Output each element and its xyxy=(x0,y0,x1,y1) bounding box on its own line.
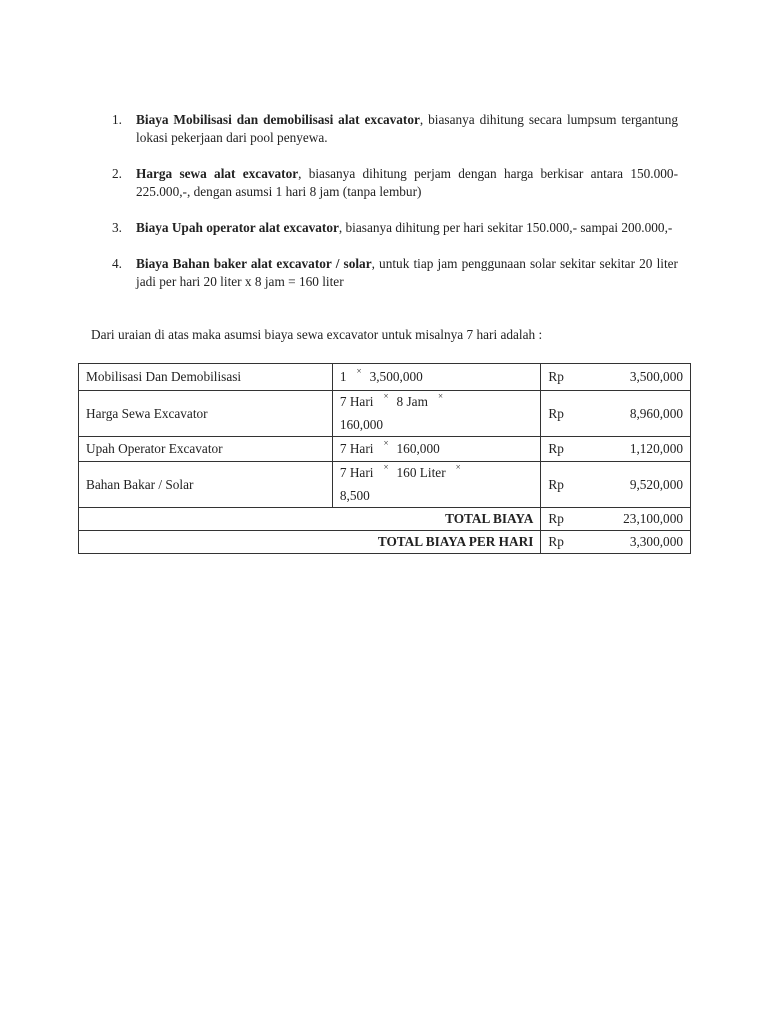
list-number: 2. xyxy=(112,166,122,181)
per-day-label: TOTAL BIAYA PER HARI xyxy=(79,531,541,554)
amount-value: 1,120,000 xyxy=(629,441,683,456)
list-item-heading: Biaya Mobilisasi dan demobilisasi alat excavator xyxy=(136,112,420,127)
item-cell: Mobilisasi Dan Demobilisasi xyxy=(79,364,333,391)
list-item-text: , untuk tiap jam penggunaan solar sekitar sekitar 20 liter jadi per hari 20 liter x 8 jam = 160 liter xyxy=(136,256,678,289)
list-item xyxy=(108,219,678,237)
intro-paragraph: Dari uraian di atas maka asumsi biaya sewa excavator untuk misalnya 7 hari adalah : xyxy=(91,327,543,342)
calc-factor: 8 Jam xyxy=(396,394,428,409)
amount-cell xyxy=(541,462,691,508)
item-cell: Harga Sewa Excavator xyxy=(79,391,333,437)
total-row xyxy=(79,508,691,531)
cost-component-list xyxy=(108,111,678,309)
amount-cell xyxy=(541,391,691,437)
amount-cell xyxy=(541,364,691,391)
per-day-amount-cell xyxy=(541,531,691,554)
table-row xyxy=(79,462,691,508)
currency-label: Rp xyxy=(548,369,564,384)
calc-factor: 8,500 xyxy=(339,488,370,503)
list-item-text: , biasanya dihitung perjam dengan harga berkisar antara 150.000-225.000,-, dengan asumsi 1 hari 8 jam (tanpa lembur) xyxy=(136,166,678,199)
list-item xyxy=(108,165,678,201)
multiply-icon: × xyxy=(356,365,362,376)
currency-label: Rp xyxy=(548,476,564,492)
total-amount: 23,100,000 xyxy=(623,511,683,526)
list-number: 3. xyxy=(112,220,122,235)
calc-cell xyxy=(332,462,541,508)
calc-cell xyxy=(332,364,541,391)
multiply-icon: × xyxy=(437,391,444,401)
item-cell: Upah Operator Excavator xyxy=(79,437,333,462)
per-day-row xyxy=(79,531,691,554)
multiply-icon: × xyxy=(383,391,389,401)
calc-factor: 7 Hari xyxy=(339,440,374,456)
multiply-icon: × xyxy=(383,462,389,472)
amount-cell xyxy=(541,437,691,462)
list-number: 1. xyxy=(112,112,122,127)
calc-factor: 160,000 xyxy=(339,417,384,432)
multiply-icon: × xyxy=(383,437,389,448)
table-row xyxy=(79,391,691,437)
total-label: TOTAL BIAYA xyxy=(79,508,541,531)
currency-label: Rp xyxy=(548,405,564,421)
list-number: 4. xyxy=(112,256,122,271)
list-item-text: , biasanya dihitung secara lumpsum tergantung lokasi pekerjaan dari pool penyewa. xyxy=(136,112,678,145)
calc-factor: 160 Liter xyxy=(396,465,446,480)
list-item-heading: Harga sewa alat excavator xyxy=(136,166,299,181)
amount-value: 8,960,000 xyxy=(629,405,683,421)
item-cell: Bahan Bakar / Solar xyxy=(79,462,333,508)
list-item xyxy=(108,255,678,291)
currency-label: Rp xyxy=(548,534,564,549)
calc-cell xyxy=(332,437,541,462)
amount-value: 3,500,000 xyxy=(629,369,683,384)
list-item xyxy=(108,111,678,147)
list-item-text: , biasanya dihitung per hari sekitar 150.000,- sampai 200.000,- xyxy=(338,220,673,235)
calc-factor: 160,000 xyxy=(396,440,440,456)
calc-factor: 3,500,000 xyxy=(369,368,423,384)
currency-label: Rp xyxy=(548,441,564,456)
calc-factor: 1 xyxy=(339,368,347,384)
cost-table xyxy=(78,363,691,554)
table-row xyxy=(79,364,691,391)
total-amount-cell xyxy=(541,508,691,531)
table-row xyxy=(79,437,691,462)
calc-factor: 7 Hari xyxy=(339,394,374,409)
per-day-amount: 3,300,000 xyxy=(629,534,683,549)
calc-factor: 7 Hari xyxy=(339,465,374,480)
currency-label: Rp xyxy=(548,511,564,526)
amount-value: 9,520,000 xyxy=(629,476,683,492)
list-item-heading: Biaya Upah operator alat excavator xyxy=(136,220,339,235)
multiply-icon: × xyxy=(455,462,461,472)
calc-cell xyxy=(332,391,541,437)
list-item-heading: Biaya Bahan baker alat excavator / solar xyxy=(136,256,372,271)
